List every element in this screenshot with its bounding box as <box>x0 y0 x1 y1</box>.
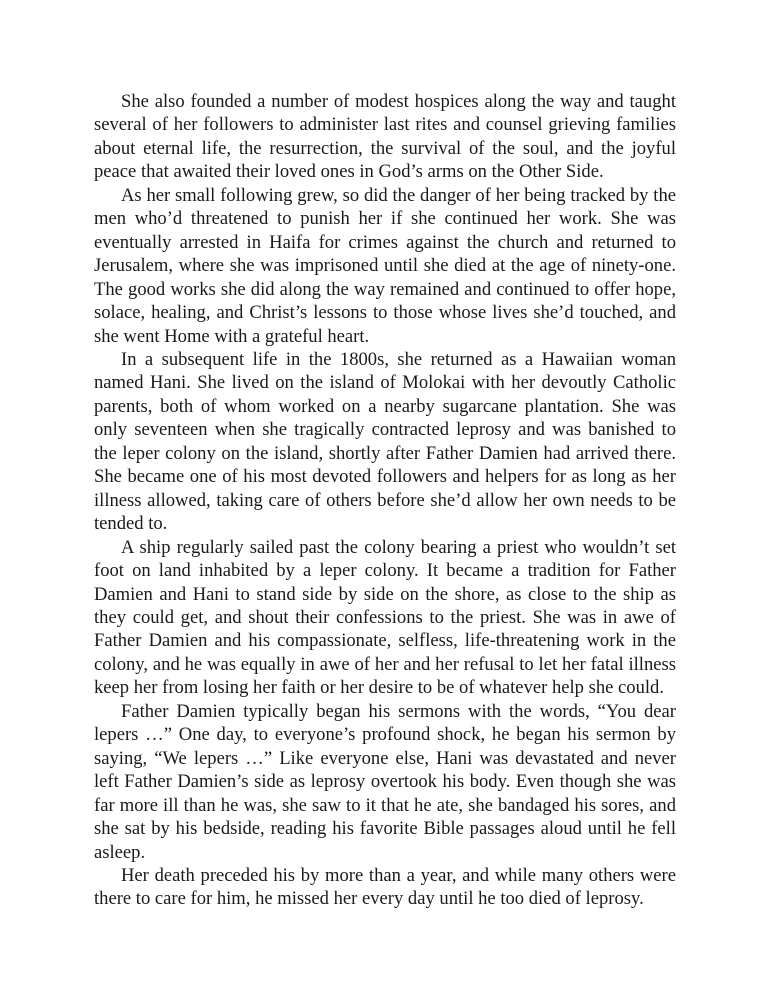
paragraph-3: In a subsequent life in the 1800s, she returned as a Hawaiian woman named Hani. She lived on the island of Molokai with her devoutly Catholic parents, both of whom worked on a nearby sugarcane plantation. She was only seventeen when she tragically contracted leprosy and was banished to the leper colony on the island, shortly after Father Damien had arrived there. She became one of his most devoted followers and helpers for as long as her illness allowed, taking care of others before she’d allow her own needs to be tended to. <box>94 348 676 535</box>
paragraph-1: She also founded a number of modest hospices along the way and taught several of her followers to administer last rites and counsel grieving families about eternal life, the resurrection, the survival of the soul, and the joyful peace that awaited their loved ones in God’s arms on the Other Side. <box>94 91 676 183</box>
page-body <box>94 90 676 911</box>
paragraph-6: Her death preceded his by more than a year, and while many others were there to care for him, he missed her every day until he too died of leprosy. <box>94 864 676 910</box>
paragraph-5: Father Damien typically began his sermons with the words, “You dear lepers …” One day, to everyone’s profound shock, he began his sermon by saying, “We lepers …” Like everyone else, Hani was devastated and never left Father Damien’s side as leprosy overtook his body. Even though she was far more ill than he was, she saw to it that he ate, she bandaged his sores, and she sat by his bedside, reading his favorite Bible passages aloud until he fell asleep. <box>94 700 676 863</box>
paragraph-4: A ship regularly sailed past the colony bearing a priest who wouldn’t set foot on land inhabited by a leper colony. It became a tradition for Father Damien and Hani to stand side by side on the shore, as close to the ship as they could get, and shout their confessions to the priest. She was in awe of Father Damien and his compassionate, selfless, life-threatening work in the colony, and he was equally in awe of her and her refusal to let her fatal illness keep her from losing her faith or her desire to be of whatever help she could. <box>94 536 676 699</box>
paragraph-2: As her small following grew, so did the danger of her being tracked by the men who’d threatened to punish her if she continued her work. She was eventually arrested in Haifa for crimes against the church and returned to Jerusalem, where she was imprisoned until she died at the age of ninety-one. The good works she did along the way remained and continued to offer hope, solace, healing, and Christ’s lessons to those whose lives she’d touched, and she went Home with a grateful heart. <box>94 184 676 347</box>
